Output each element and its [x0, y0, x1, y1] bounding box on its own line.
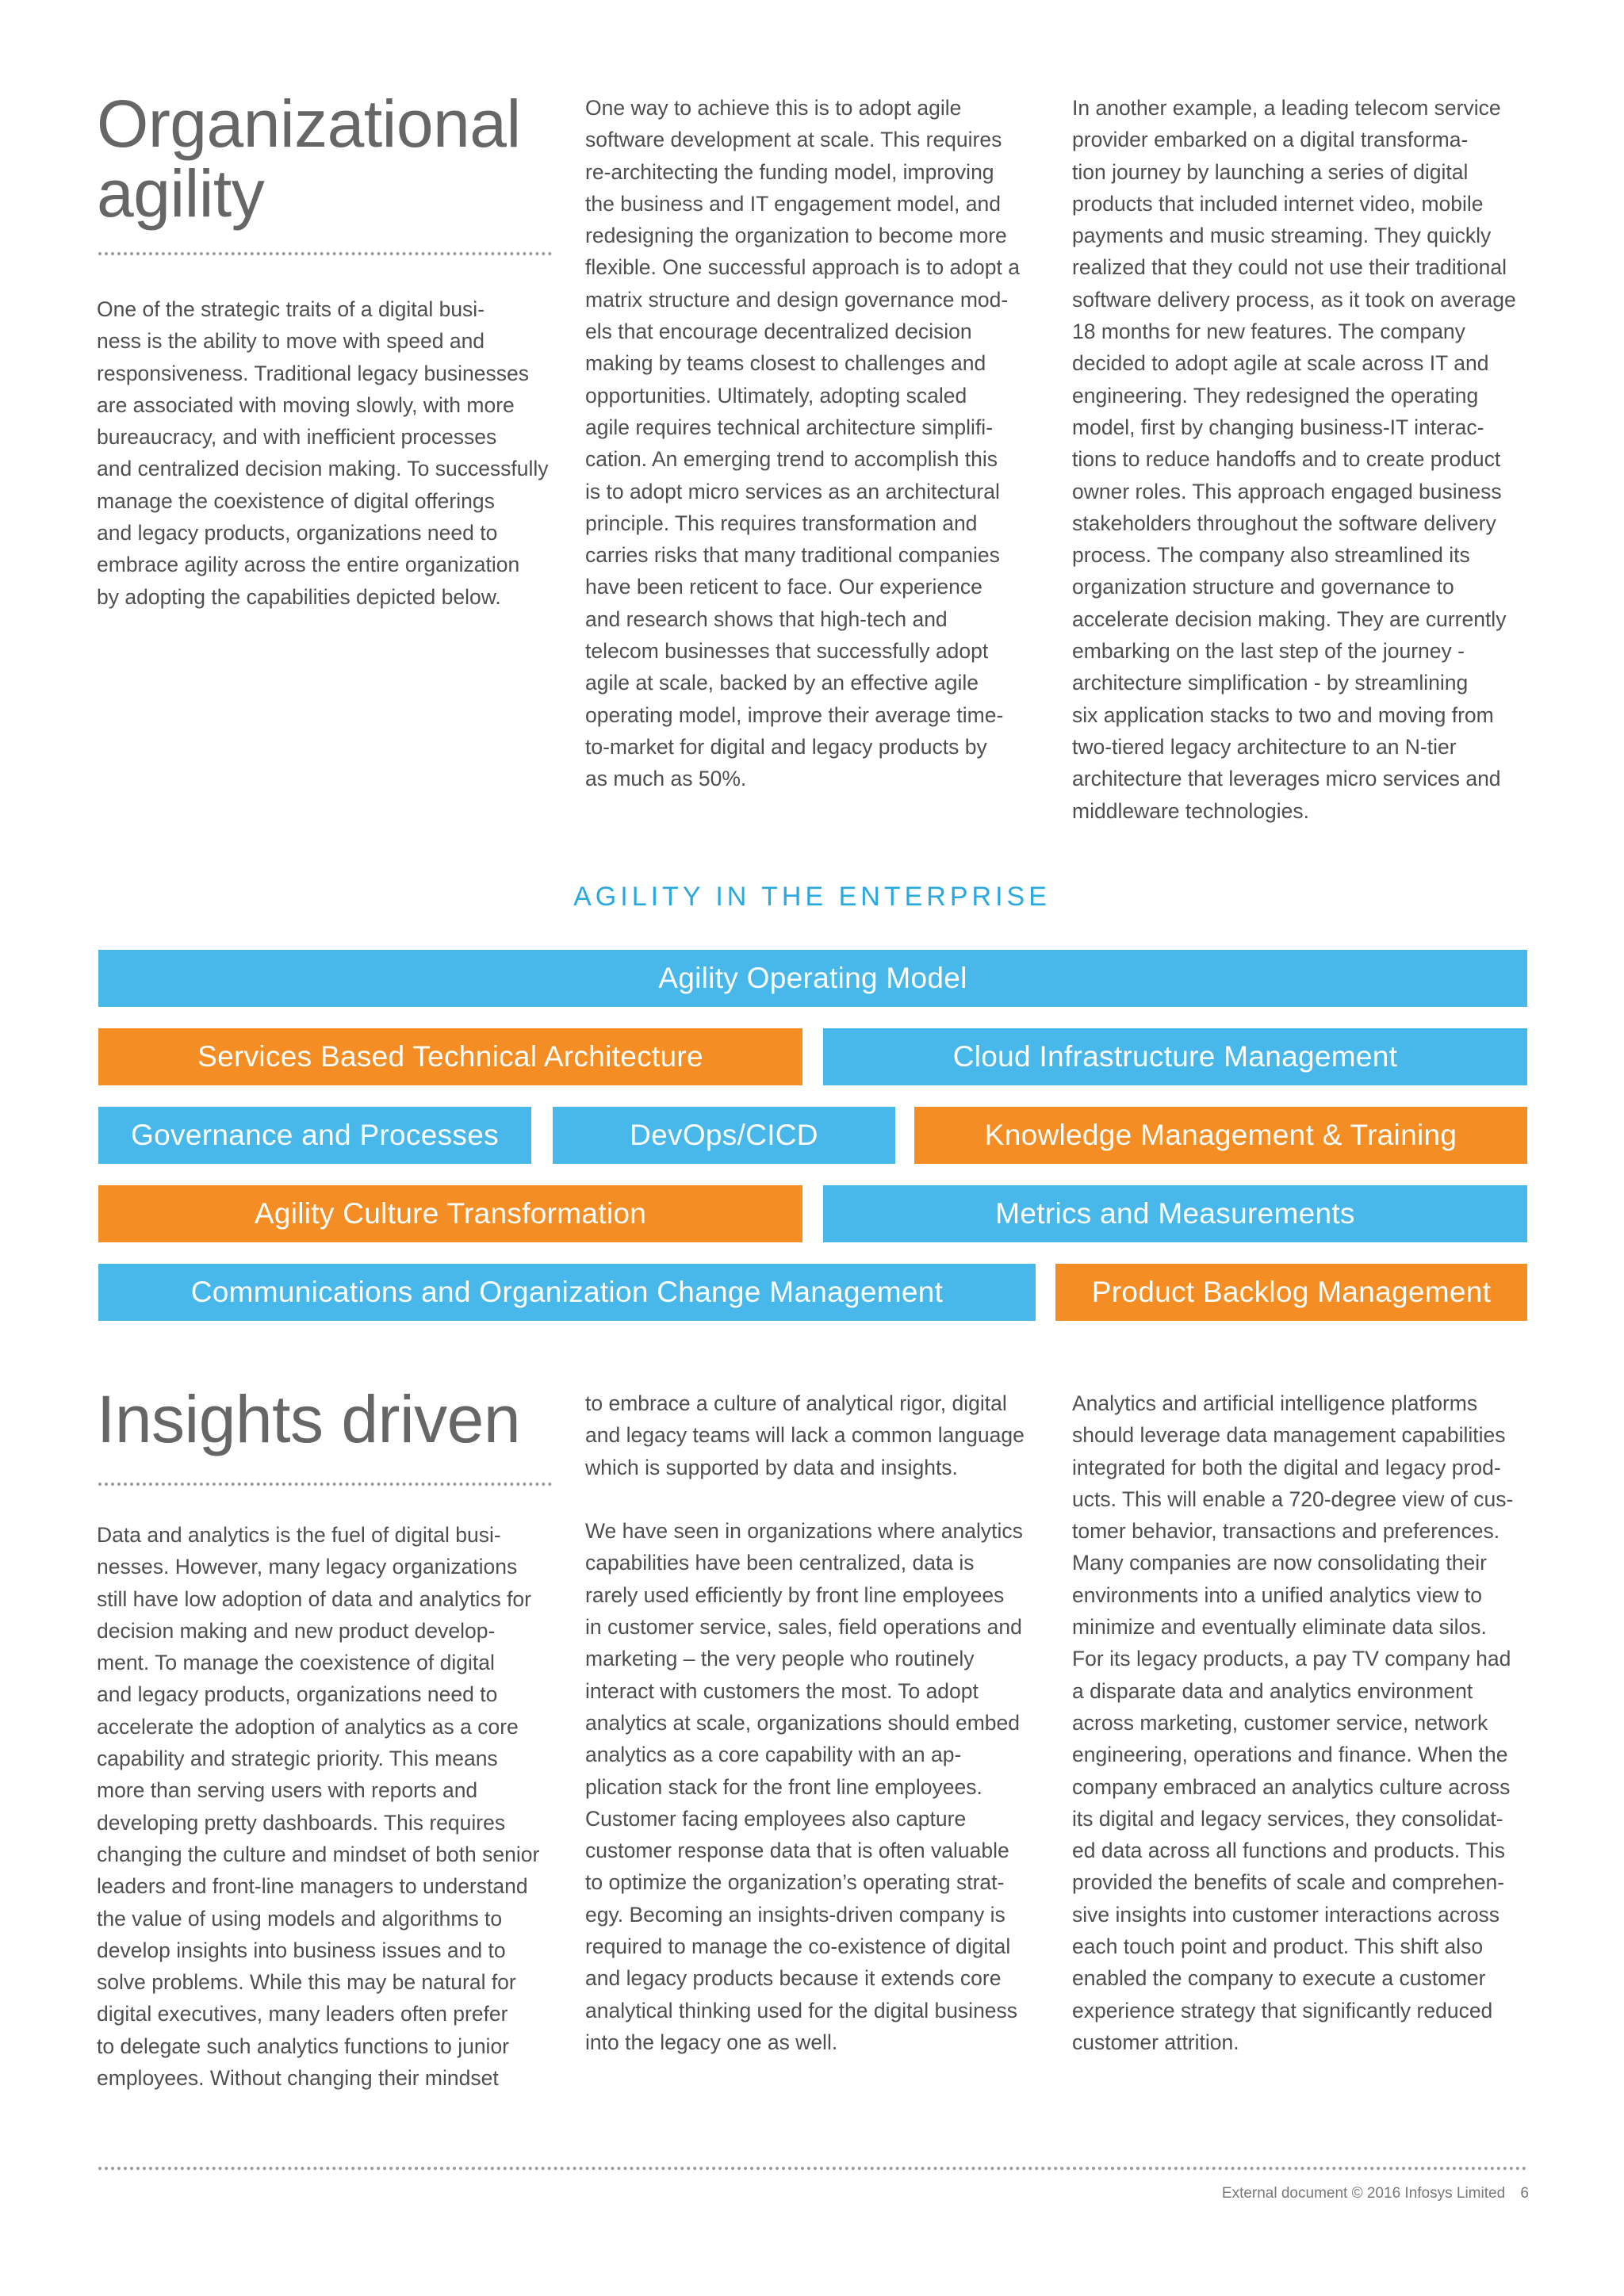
title-line-1: Organizational: [97, 86, 521, 161]
bar-metrics-and-measurements: Metrics and Measurements: [823, 1185, 1527, 1242]
paragraph-insights-col2: to embrace a culture of analytical rigor, digital and legacy teams will lack a common language which is supported by data and insights. We have seen in organizations where analytics capabilities have been centralized, data is rarely used efficiently by front line employees in customer service, sales, field operations and marketing – the very people who routinely interact with customers the most. To adopt analytics at scale, organizations should embed analytics as a core capability with an ap- plication stack for the front line employees. Customer facing employees also capture customer response data that is often valuable to optimize the organization’s operating strat- egy. Becoming an insights-driven company is required to manage the co-existence of digital and legacy products because it extends core analytical thinking used for the digital business into the legacy one as well.: [585, 1391, 1025, 2054]
footer-divider: [98, 2167, 1527, 2170]
title-divider-2: [98, 1483, 552, 1486]
footer-copyright: External document © 2016 Infosys Limited: [1221, 2185, 1506, 2202]
title-line-2: agility: [97, 156, 265, 231]
bar-devops-cicd: DevOps/CICD: [553, 1107, 895, 1164]
paragraph-insights-col1: Data and analytics is the fuel of digital busi- nesses. However, many legacy organizations still have low adoption of data and analytics for decision making and new product develop- ment. To manage the coexistence of digital and legacy products, organizations need to accelerate the adoption of analytics as a core capability and strategic priority. This means more than serving users with reports and developing pretty dashboards. This requires changing the culture and mindset of both senior leaders and front-line managers to understand the value of using models and algorithms to develop insights into business issues and to solve problems. While this may be natural for digital executives, many leaders often prefer to delegate such analytics functions to junior employees. Without changing their mindset: [97, 1523, 540, 2091]
bar-knowledge-management-training: Knowledge Management & Training: [914, 1107, 1527, 1164]
section-title-insights-driven: Insights driven: [97, 1382, 521, 1456]
title-divider: [98, 252, 552, 255]
bar-agility-culture-transformation: Agility Culture Transformation: [98, 1185, 802, 1242]
paragraph-agility-col1: One of the strategic traits of a digital busi- ness is the ability to move with speed and responsiveness. Traditional legacy businesses are associated with moving slowly, with more bureaucracy, and with inefficient processes and centralized decision making. To successfully manage the coexistence of digital offerings and legacy products, organizations need to embrace agility across the entire organization by adopting the capabilities depicted below.: [97, 297, 549, 609]
bar-agility-operating-model: Agility Operating Model: [98, 950, 1527, 1007]
paragraph-insights-col3: Analytics and artificial intelligence platforms should leverage data management capabilities integrated for both the digital and legacy prod- ucts. This will enable a 720-degree view of cus- tomer behavior, transactions and preferences. Many companies are now consolidating their environments into a unified analytics view to minimize and eventually eliminate data silos. For its legacy products, a pay TV company had a disparate data and analytics environment across marketing, customer service, network engineering, operations and finance. When the company embraced an analytics culture across its digital and legacy services, they consolidat- ed data across all functions and products. This provided the benefits of scale and comprehen- sive insights into customer interactions across each touch point and product. This shift also enabled the company to execute a customer experience strategy that significantly reduced customer attrition.: [1072, 1391, 1514, 2054]
paragraph-agility-col3: In another example, a leading telecom service provider embarked on a digital transforma- tion journey by launching a series of digital products that included internet video, mobile payments and music streaming. They quickly realized that they could not use their traditional software delivery process, as it took on average 18 months for new features. The company decided to adopt agile at scale across IT and engineering. They redesigned the operating model, first by changing business-IT interac- tions to reduce handoffs and to create product owner roles. This approach engaged business stakeholders throughout the software delivery process. The company also streamlined its organization structure and governance to accelerate decision making. They are currently embarking on the last step of the journey - architecture simplification - by streamlining six application stacks to two and moving from two-tiered legacy architecture to an N-tier architecture that leverages micro services and middleware technologies.: [1072, 96, 1516, 823]
bar-services-based-technical-architecture: Services Based Technical Architecture: [98, 1028, 802, 1085]
section-title-organizational-agility: [97, 86, 521, 231]
diagram-title: AGILITY IN THE ENTERPRISE: [573, 882, 1051, 912]
bar-governance-and-processes: Governance and Processes: [98, 1107, 531, 1164]
bar-cloud-infrastructure-management: Cloud Infrastructure Management: [823, 1028, 1527, 1085]
bar-product-backlog-management: Product Backlog Management: [1055, 1264, 1527, 1321]
bar-communications-org-change-management: Communications and Organization Change Management: [98, 1264, 1036, 1321]
page-number: 6: [1520, 2185, 1529, 2202]
footer: [1222, 2185, 1529, 2202]
paragraph-agility-col2: One way to achieve this is to adopt agile software development at scale. This requires re-architecting the funding model, improving the business and IT engagement model, and redesigning the organization to become more flexible. One successful approach is to adopt a matrix structure and design governance mod- els that encourage decentralized decision making by teams closest to challenges and opportunities. Ultimately, adopting scaled agile requires technical architecture simplifi- cation. An emerging trend to accomplish this is to adopt micro services as an architectural principle. This requires transformation and carries risks that many traditional companies have been reticent to face. Our experience and research shows that high-tech and telecom businesses that successfully adopt agile at scale, backed by an effective agile operating model, improve their average time- to-market for digital and legacy products by as much as 50%.: [585, 96, 1020, 791]
